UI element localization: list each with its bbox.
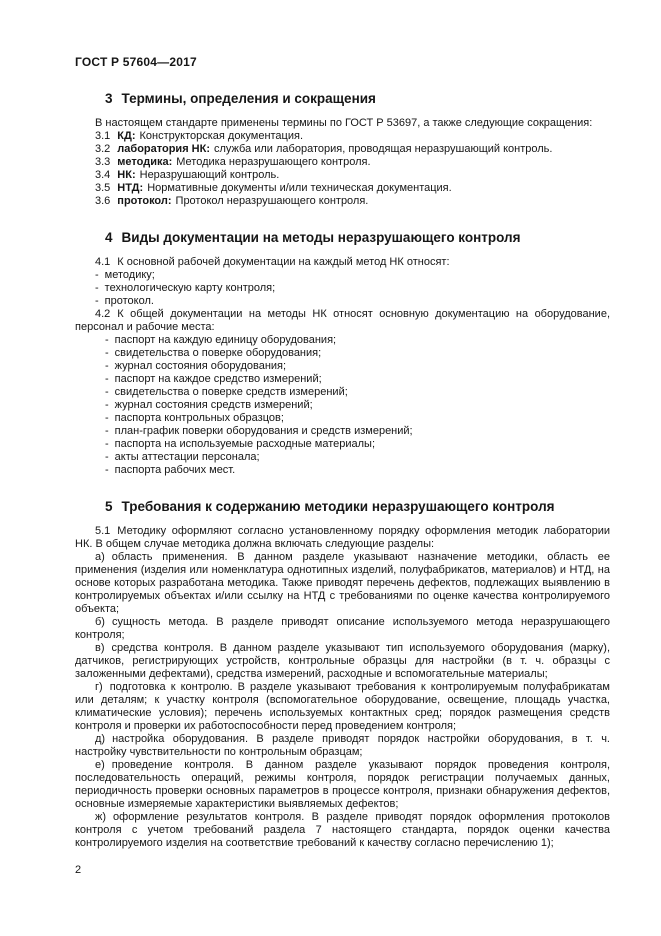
- list-marker: -: [105, 412, 109, 424]
- section-title: Виды документации на методы неразрушающего контроля: [121, 230, 521, 245]
- item-text: подготовка к контролю. В разделе указывают требования к контролируемым полуфабрикатам или деталям; к участку контроля (вспомогательное оборудование, освещение, площадь участка, климатические условия); перечень используемых контактных сред; порядок размещения средств контроля и проверки их работоспособности перед проведением контроля;: [75, 681, 610, 732]
- term-item: [75, 195, 610, 208]
- term-definition: Нормативные документы и/или техническая документация.: [147, 182, 452, 194]
- list-item: [75, 360, 610, 373]
- term-number: 3.6: [95, 195, 111, 207]
- term-item: [75, 130, 610, 143]
- list-item: [75, 295, 610, 308]
- list-marker: -: [105, 438, 109, 450]
- term-definition: Неразрушающий контроль.: [139, 169, 280, 181]
- item-text: средства контроля. В данном разделе указывают тип используемого оборудования (марку), датчиков, регистрирующих устройств, контрольные образцы для настройки (в т. ч. образцы с заложенными дефектами), средства измерений, расходные и вспомогательные материалы;: [75, 642, 610, 680]
- term-number: 3.1: [95, 130, 111, 142]
- term-definition: Конструкторская документация.: [139, 130, 304, 142]
- item-label: г): [95, 681, 103, 693]
- term-name: методика:: [117, 156, 173, 168]
- section-number: 3: [105, 91, 113, 106]
- term-item: [75, 169, 610, 182]
- term-number: 3.5: [95, 182, 111, 194]
- section3-intro: В настоящем стандарте применены термины по ГОСТ Р 53697, а также следующие сокращения:: [95, 117, 593, 129]
- item-label: ж): [95, 811, 107, 823]
- term-name: КД:: [117, 130, 136, 142]
- term-name: протокол:: [117, 195, 172, 207]
- term-name: НК:: [117, 169, 136, 181]
- list-item: [75, 386, 610, 399]
- lettered-item-e: [75, 759, 610, 811]
- term-number: 3.2: [95, 143, 111, 155]
- list-marker: -: [105, 451, 109, 463]
- list-marker: -: [95, 282, 99, 294]
- term-definition: Методика неразрушающего контроля.: [176, 156, 371, 168]
- list-item-text: протокол.: [104, 295, 154, 307]
- term-number: 3.3: [95, 156, 111, 168]
- item-label: в): [95, 642, 105, 654]
- list-item-text: журнал состояния оборудования;: [114, 360, 287, 372]
- item-text: сущность метода. В разделе приводят описание используемого метода неразрушающего контроля;: [75, 616, 610, 641]
- lettered-item-d: [75, 733, 610, 759]
- section-title: Термины, определения и сокращения: [121, 91, 376, 106]
- list-item: [75, 269, 610, 282]
- lettered-item-zh: [75, 811, 610, 850]
- list-item-text: методику;: [104, 269, 155, 281]
- clause-number: 4.2: [95, 308, 111, 320]
- paragraph-5-1: [75, 525, 610, 551]
- term-definition: служба или лаборатория, проводящая неразрушающий контроль.: [214, 143, 553, 155]
- list-item: [75, 282, 610, 295]
- running-header: ГОСТ Р 57604—2017: [75, 55, 197, 69]
- item-label: а): [95, 551, 105, 563]
- section-number: 4: [105, 230, 113, 245]
- term-name: лаборатория НК:: [117, 143, 210, 155]
- paragraph-4-1: [75, 256, 610, 269]
- list-item-text: технологическую карту контроля;: [104, 282, 276, 294]
- list-item-text: свидетельства о поверке средств измерений;: [114, 386, 348, 398]
- term-number: 3.4: [95, 169, 111, 181]
- list-item: [75, 373, 610, 386]
- clause-number: 4.1: [95, 256, 111, 268]
- paragraph-text: К общей документации на методы НК относят основную документацию на оборудование, персонал и рабочие места:: [75, 308, 610, 333]
- paragraph-text: Методику оформляют согласно установленному порядку оформления методик лаборатории НК. В общем случае методика должна включать следующие разделы:: [75, 525, 610, 550]
- list-marker: -: [105, 399, 109, 411]
- section-heading-5: [105, 498, 610, 516]
- item-text: оформление результатов контроля. В разделе приводят порядок оформления протоколов контроля с учетом требований раздела 7 настоящего стандарта, порядок оценки качества контролируемого изделия на соответствие требований к качеству согласно перечислению 1);: [75, 811, 610, 849]
- item-text: область применения. В данном разделе указывают назначение методики, область ее применения (изделия или номенклатура однотипных изделий, полуфабрикатов, материалов) и НТД, на основе которых разработана методика. Также приводят перечень дефектов, подлежащих выявлению в контролируемых объектах и/или ссылку на НТД с требованиями по оценке качества контролируемого объекта;: [75, 551, 610, 615]
- list-marker: -: [105, 373, 109, 385]
- list-item-text: паспорта на используемые расходные материалы;: [114, 438, 376, 450]
- list-marker: -: [105, 347, 109, 359]
- section-number: 5: [105, 499, 113, 514]
- term-item: [75, 182, 610, 195]
- list-item: [75, 412, 610, 425]
- section-heading-4: [105, 229, 610, 247]
- term-item: [75, 156, 610, 169]
- item-text: настройка оборудования. В разделе приводят порядок настройки оборудования, в т. ч. настройку чувствительности по контрольным образцам;: [75, 733, 610, 758]
- list-item-text: свидетельства о поверке оборудования;: [114, 347, 322, 359]
- list-item-text: план-график поверки оборудования и средств измерений;: [114, 425, 413, 437]
- term-name: НТД:: [117, 182, 144, 194]
- list-item-text: паспорт на каждую единицу оборудования;: [114, 334, 337, 346]
- item-label: б): [95, 616, 105, 628]
- lettered-item-b: [75, 616, 610, 642]
- term-definition: Протокол неразрушающего контроля.: [175, 195, 369, 207]
- paragraph-4-2: [75, 308, 610, 334]
- list-marker: -: [105, 386, 109, 398]
- list-marker: -: [105, 360, 109, 372]
- list-item: [75, 399, 610, 412]
- list-item: [75, 347, 610, 360]
- lettered-item-a: [75, 551, 610, 616]
- section-title: Требования к содержанию методики неразрушающего контроля: [121, 499, 555, 514]
- list-item: [75, 438, 610, 451]
- list-item-text: паспорта рабочих мест.: [114, 464, 236, 476]
- list-item: [75, 425, 610, 438]
- list-item-text: акты аттестации персонала;: [114, 451, 260, 463]
- list-item: [75, 451, 610, 464]
- item-text: проведение контроля. В данном разделе указывают порядок проведения контроля, последовательность операций, режимы контроля, порядок регистрации получаемых данных, периодичность проверки основных параметров в процессе контроля, признаки обнаружения дефектов, основные измеряемые характеристики выявляемых дефектов;: [75, 759, 610, 810]
- list-item-text: паспорт на каждое средство измерений;: [114, 373, 322, 385]
- item-label: д): [95, 733, 106, 745]
- list-marker: -: [95, 295, 99, 307]
- list-marker: -: [105, 425, 109, 437]
- list-item-text: журнал состояния средств измерений;: [114, 399, 313, 411]
- clause-number: 5.1: [95, 525, 111, 537]
- lettered-item-g: [75, 681, 610, 733]
- list-item: [75, 334, 610, 347]
- lettered-item-v: [75, 642, 610, 681]
- list-marker: -: [105, 334, 109, 346]
- page-number: 2: [75, 864, 82, 876]
- list-item-text: паспорта контрольных образцов;: [114, 412, 284, 424]
- list-marker: -: [105, 464, 109, 476]
- list-marker: -: [95, 269, 99, 281]
- term-item: [75, 143, 610, 156]
- section-heading-3: [105, 90, 610, 108]
- item-label: е): [95, 759, 105, 771]
- paragraph-text: К основной рабочей документации на каждый метод НК относят:: [117, 256, 450, 268]
- list-item: [75, 464, 610, 477]
